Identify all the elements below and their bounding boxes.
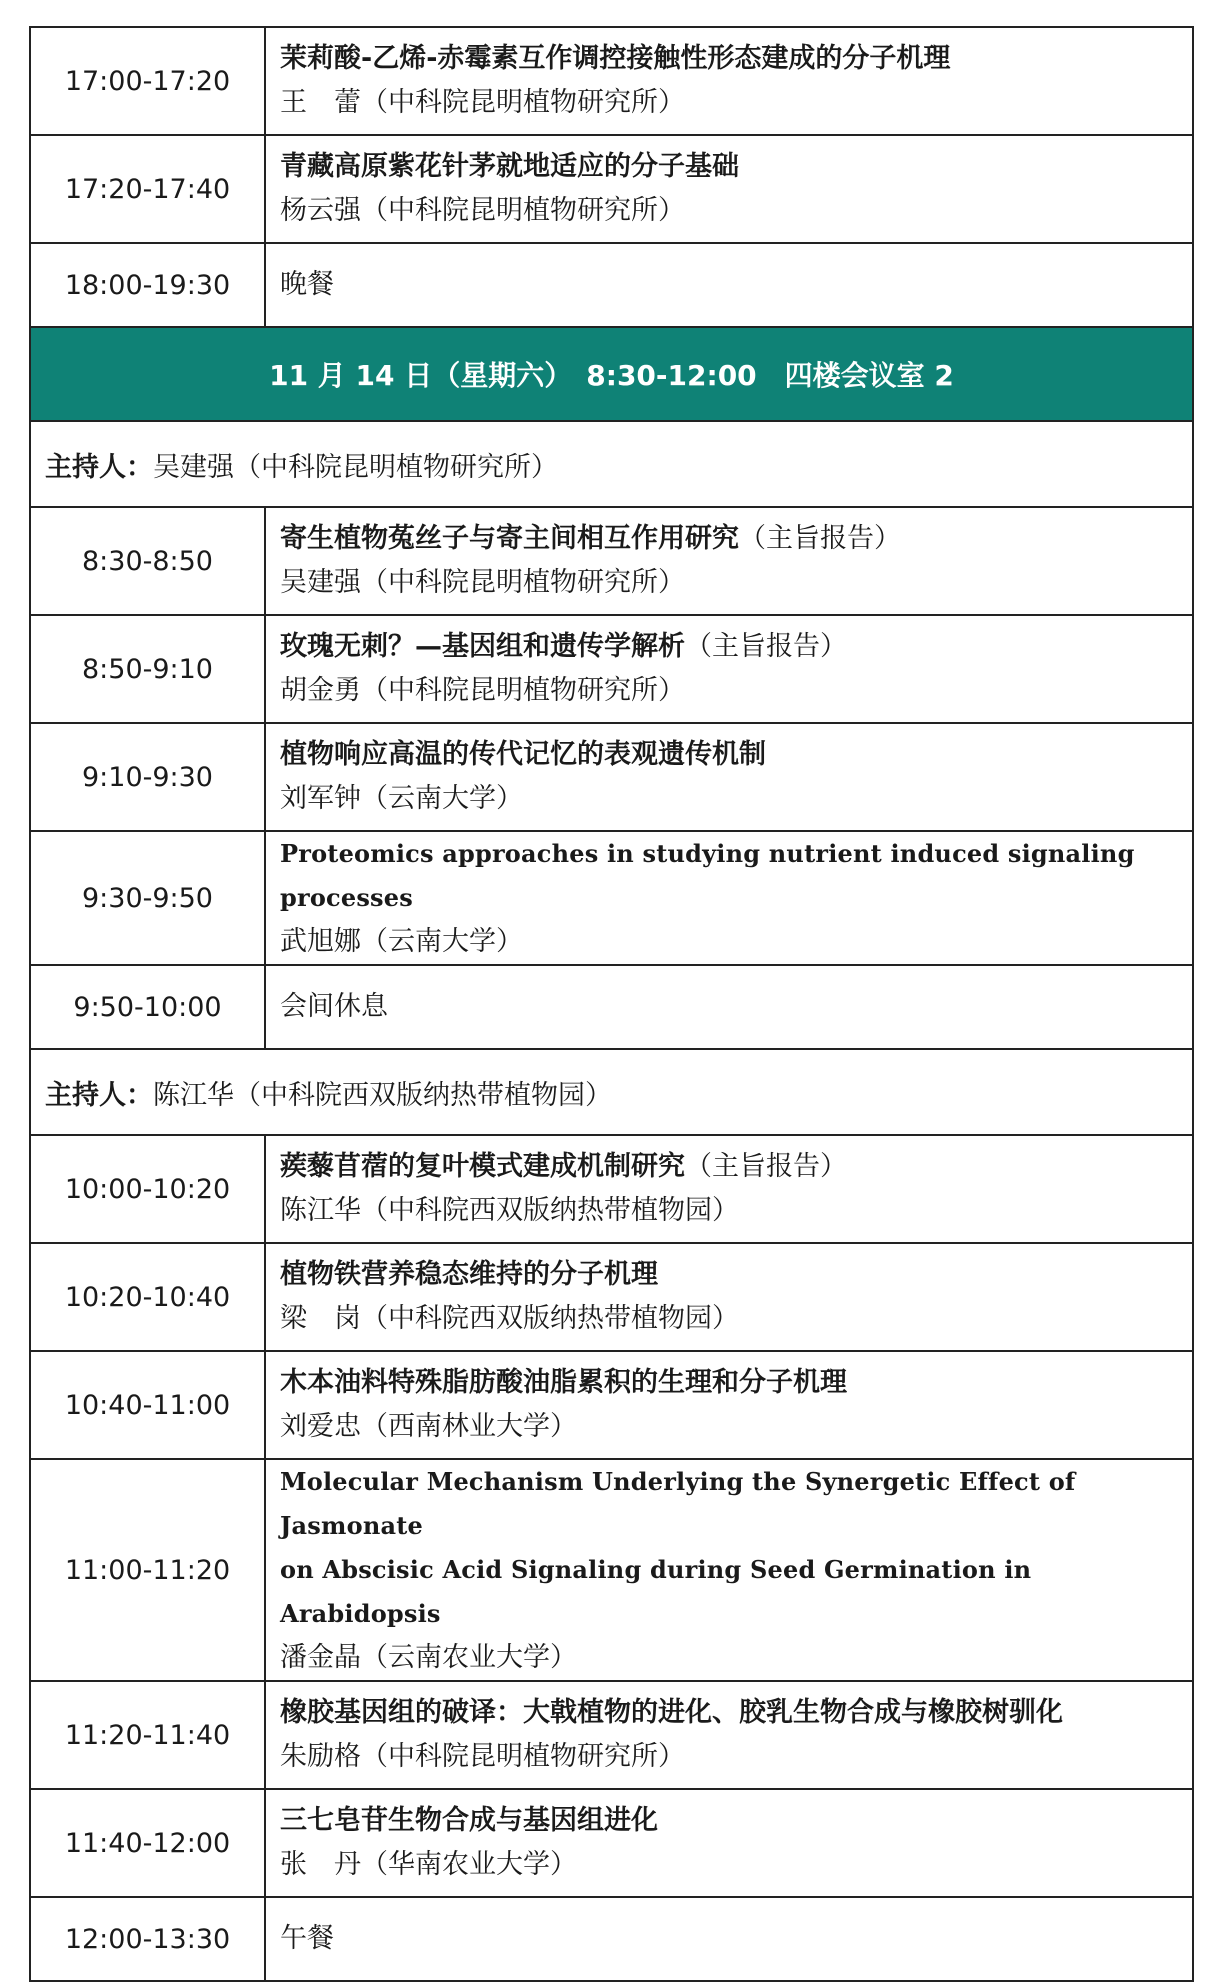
time-slot: 10:00-10:20 (30, 1135, 265, 1243)
break-label: 晚餐 (265, 243, 1193, 327)
speaker: 刘军钟（云南大学） (280, 783, 523, 814)
speaker: 张 丹（华南农业大学） (280, 1849, 577, 1880)
time-slot: 10:40-11:00 (30, 1351, 265, 1459)
table-row (30, 27, 1193, 135)
talk-title: 青藏高原紫花针茅就地适应的分子基础 (280, 151, 739, 182)
talk-cell (265, 1459, 1193, 1681)
talk-cell (265, 723, 1193, 831)
chair-name: 吴建强（中科院昆明植物研究所） (153, 451, 558, 483)
speaker: 陈江华（中科院西双版纳热带植物园） (280, 1195, 739, 1226)
time-slot: 17:00-17:20 (30, 27, 265, 135)
talk-title-line-1: Molecular Mechanism Underlying the Synergetic Effect of Jasmonate (280, 1467, 1076, 1540)
talk-cell (265, 135, 1193, 243)
time-slot: 8:50-9:10 (30, 615, 265, 723)
talk-title-text: 蒺藜苜蓿的复叶模式建成机制研究 (280, 1151, 685, 1182)
speaker: 王 蕾（中科院昆明植物研究所） (280, 87, 685, 118)
talk-title: 植物响应高温的传代记忆的表观遗传机制 (280, 739, 766, 770)
time-slot: 12:00-13:30 (30, 1897, 265, 1981)
speaker: 杨云强（中科院昆明植物研究所） (280, 195, 685, 226)
table-row (30, 723, 1193, 831)
speaker: 胡金勇（中科院昆明植物研究所） (280, 675, 685, 706)
talk-cell (265, 1789, 1193, 1897)
talk-title (280, 1145, 1184, 1189)
table-row (30, 1351, 1193, 1459)
talk-title: Proteomics approaches in studying nutrient induced signaling processes (280, 839, 1135, 912)
time-slot: 9:10-9:30 (30, 723, 265, 831)
talk-title-line-2: on Abscisic Acid Signaling during Seed Germination in Arabidopsis (280, 1555, 1032, 1628)
time-slot: 17:20-17:40 (30, 135, 265, 243)
table-row (30, 135, 1193, 243)
keynote-tag: （主旨报告） (685, 1151, 847, 1182)
talk-title: 木本油料特殊脂肪酸油脂累积的生理和分子机理 (280, 1367, 847, 1398)
time-slot: 10:20-10:40 (30, 1243, 265, 1351)
chair-cell (30, 421, 1193, 507)
chair-cell (30, 1049, 1193, 1135)
table-row (30, 1243, 1193, 1351)
table-row (30, 615, 1193, 723)
speaker: 刘爱忠（西南林业大学） (280, 1411, 577, 1442)
chair-row (30, 1049, 1193, 1135)
talk-cell (265, 507, 1193, 615)
chair-name: 陈江华（中科院西双版纳热带植物园） (153, 1079, 612, 1111)
time-slot: 9:30-9:50 (30, 831, 265, 965)
table-row (30, 243, 1193, 327)
talk-title: 植物铁营养稳态维持的分子机理 (280, 1259, 658, 1290)
table-row (30, 507, 1193, 615)
session-header: 11 月 14 日（星期六） 8:30-12:00 四楼会议室 2 (30, 327, 1193, 421)
talk-title-text: 玫瑰无刺？—基因组和遗传学解析 (280, 631, 685, 662)
chair-label: 主持人： (45, 451, 153, 483)
talk-cell (265, 1681, 1193, 1789)
keynote-tag: （主旨报告） (739, 523, 901, 554)
time-slot: 11:40-12:00 (30, 1789, 265, 1897)
speaker: 朱励格（中科院昆明植物研究所） (280, 1741, 685, 1772)
speaker: 武旭娜（云南大学） (280, 926, 523, 957)
table-row (30, 831, 1193, 965)
talk-cell (265, 1135, 1193, 1243)
chair-row (30, 421, 1193, 507)
talk-cell (265, 615, 1193, 723)
break-label: 午餐 (265, 1897, 1193, 1981)
table-row (30, 1681, 1193, 1789)
time-slot: 18:00-19:30 (30, 243, 265, 327)
talk-title-text: 寄生植物菟丝子与寄主间相互作用研究 (280, 523, 739, 554)
talk-title: 三七皂苷生物合成与基因组进化 (280, 1805, 658, 1836)
schedule-table (29, 26, 1194, 1982)
speaker: 梁 岗（中科院西双版纳热带植物园） (280, 1303, 739, 1334)
talk-cell (265, 1351, 1193, 1459)
time-slot: 8:30-8:50 (30, 507, 265, 615)
speaker: 潘金晶（云南农业大学） (280, 1642, 577, 1673)
talk-title: 橡胶基因组的破译：大戟植物的进化、胶乳生物合成与橡胶树驯化 (280, 1697, 1063, 1728)
talk-title (280, 517, 1184, 561)
break-label: 会间休息 (265, 965, 1193, 1049)
talk-title: 茉莉酸-乙烯-赤霉素互作调控接触性形态建成的分子机理 (280, 43, 951, 74)
talk-cell (265, 1243, 1193, 1351)
table-row (30, 1135, 1193, 1243)
keynote-tag: （主旨报告） (685, 631, 847, 662)
session-header-row (30, 327, 1193, 421)
talk-cell (265, 831, 1193, 965)
time-slot: 9:50-10:00 (30, 965, 265, 1049)
talk-cell (265, 27, 1193, 135)
table-row (30, 965, 1193, 1049)
talk-title (280, 625, 1184, 669)
table-row (30, 1897, 1193, 1981)
chair-label: 主持人： (45, 1079, 153, 1111)
table-row (30, 1789, 1193, 1897)
speaker: 吴建强（中科院昆明植物研究所） (280, 567, 685, 598)
table-row (30, 1459, 1193, 1681)
time-slot: 11:20-11:40 (30, 1681, 265, 1789)
time-slot: 11:00-11:20 (30, 1459, 265, 1681)
